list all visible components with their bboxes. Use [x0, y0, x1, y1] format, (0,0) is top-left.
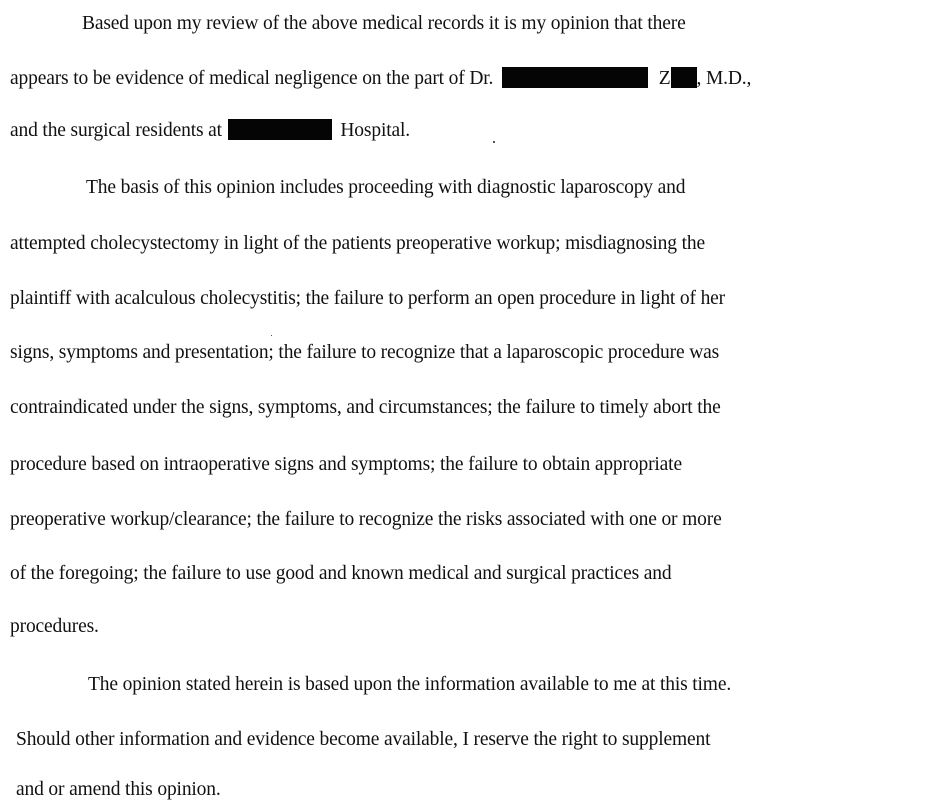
- paragraph-3-line-2: Should other information and evidence become available, I reserve the right to supplement: [16, 729, 711, 750]
- paragraph-3-line-1: The opinion stated herein is based upon the information available to me at this time.: [88, 674, 732, 695]
- paragraph-3-line-3: and or amend this opinion.: [16, 779, 221, 800]
- doctor-initial: Z: [658, 68, 671, 89]
- paragraph-1-line-3: [10, 119, 410, 143]
- paragraph-2-line-1: The basis of this opinion includes proceeding with diagnostic laparoscopy and: [86, 177, 686, 198]
- paragraph-2-line-3: plaintiff with acalculous cholecystitis; the failure to perform an open procedure in light of her: [10, 288, 726, 309]
- paragraph-2-line-5: contraindicated under the signs, symptoms, and circumstances; the failure to timely abort the: [10, 397, 721, 418]
- paragraph-1-line-3-text: and the surgical residents at: [10, 120, 222, 141]
- paragraph-2-line-6: procedure based on intraoperative signs and symptoms; the failure to obtain appropriate: [10, 454, 682, 475]
- paragraph-2-line-2: attempted cholecystectomy in light of the patients preoperative workup; misdiagnosing the: [10, 233, 705, 254]
- hospital-word: Hospital.: [340, 120, 410, 141]
- paragraph-1-line-1: Based upon my review of the above medical records it is my opinion that there: [82, 13, 686, 34]
- paragraph-1-line-2-text: appears to be evidence of medical negligence on the part of Dr.: [10, 68, 494, 89]
- scan-speck: [493, 141, 495, 143]
- redaction-bar-doctor-surname: [671, 67, 697, 88]
- scan-speck: [271, 335, 272, 336]
- doctor-credential: , M.D.,: [696, 68, 752, 89]
- redaction-bar-hospital-name: [228, 119, 332, 140]
- paragraph-1-line-2: [10, 67, 751, 91]
- redaction-bar-doctor-name: [502, 67, 648, 88]
- paragraph-2-line-9: procedures.: [10, 616, 99, 637]
- paragraph-2-line-8: of the foregoing; the failure to use good and known medical and surgical practices and: [10, 563, 672, 584]
- paragraph-2-line-4: signs, symptoms and presentation; the failure to recognize that a laparoscopic procedure was: [10, 342, 720, 363]
- paragraph-2-line-7: preoperative workup/clearance; the failure to recognize the risks associated with one or more: [10, 509, 722, 530]
